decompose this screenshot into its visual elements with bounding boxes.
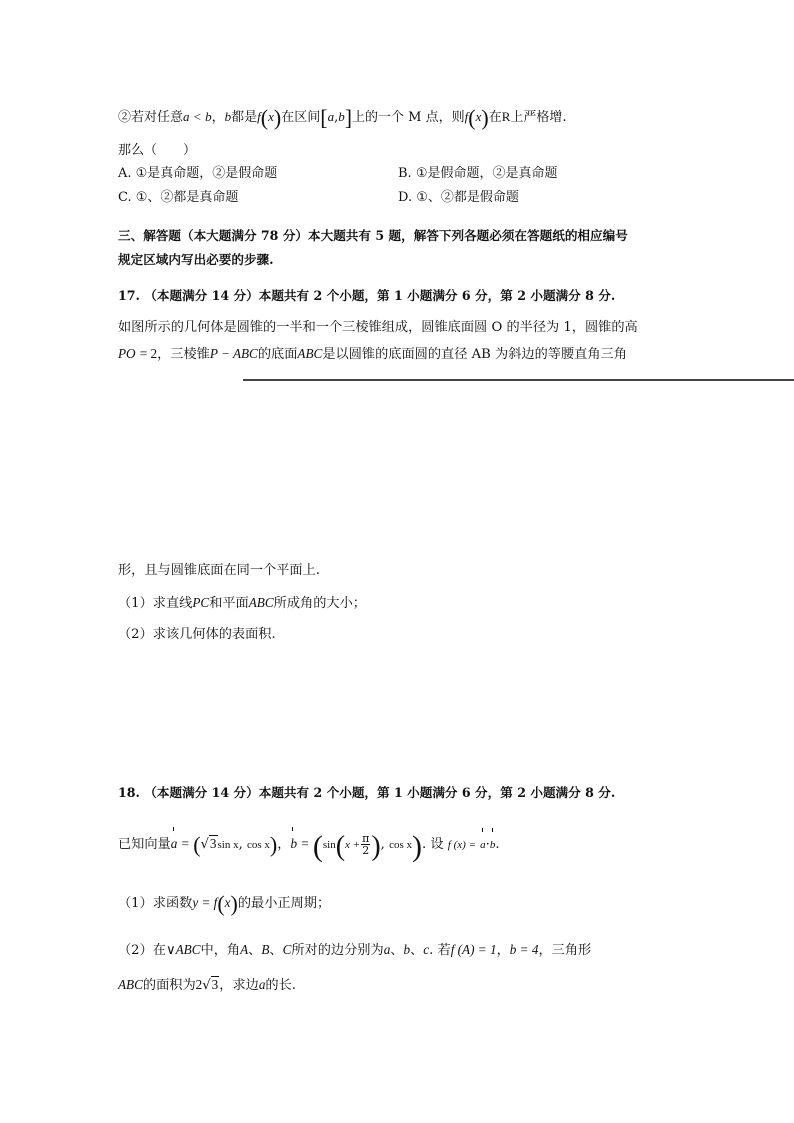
text: 所成角的大小；: [273, 596, 366, 611]
math-x: x: [224, 895, 231, 910]
section3-title-line1: 三、解答题（本大题满分 78 分）本大题共有 5 题，解答下列各题必须在答题纸的相应编号: [118, 228, 628, 243]
math-dot: ·: [485, 837, 490, 852]
sqrt-3: 3: [209, 836, 217, 851]
q17-header: 17. （本题满分 14 分）本题共有 2 个小题，第 1 小题满分 6 分，第 2 小题满分 8 分.: [118, 288, 616, 303]
text: 的底面: [257, 347, 298, 362]
math-P-ABC: P − ABC: [209, 346, 258, 361]
math-ABC: ABC: [248, 595, 274, 610]
vector-b: b: [490, 833, 496, 857]
math-triangle: ∨ABC: [165, 942, 201, 957]
text: 中，角: [200, 943, 241, 958]
text: 的长.: [265, 978, 296, 993]
math-PO: PO: [118, 346, 136, 361]
math-eq: = 2: [139, 346, 158, 361]
horizontal-divider: [243, 379, 794, 381]
text: ，三棱锥: [157, 347, 210, 362]
math-x-plus: x +: [345, 839, 361, 851]
text: 的面积为: [142, 978, 196, 993]
math-a: a: [258, 977, 266, 992]
q17-line3: 形，且与圆锥底面在同一个平面上.: [118, 563, 321, 578]
option-b: B. ①是假命题，②是真命题: [398, 166, 558, 181]
text: （2）在: [118, 943, 166, 958]
text: 已知向量: [118, 837, 171, 852]
math-sinx: sin x: [217, 839, 239, 851]
math-cosx: cos x: [247, 839, 270, 851]
text: ②若对任意: [118, 110, 184, 125]
text: 的最小正周期；: [237, 896, 331, 911]
numerator: π: [362, 832, 370, 845]
math-b4: b = 4: [509, 942, 539, 957]
text: 上的一个 M 点，则: [352, 110, 465, 125]
q17-line1: 如图所示的几何体是圆锥的一半和一个三棱锥组成，圆锥底面圆 O 的半径为 1，圆锥的高: [118, 320, 638, 335]
q18-part2: （2）在∨ABC中，角A、B、C所对的边分别为a、b、c. 若f (A) = 1，b = 4，三角形: [118, 942, 592, 958]
section3-title-line2: 规定区域内写出必要的步骤.: [118, 252, 274, 267]
math-a: a: [383, 942, 391, 957]
text: 在区间: [281, 110, 321, 125]
vector-b: b: [290, 832, 297, 856]
q17-part2: （2）求该几何体的表面积.: [118, 627, 276, 642]
math-b: b: [224, 109, 232, 124]
math-y-eq-f: y = f: [192, 895, 218, 910]
text: （1）求函数: [118, 896, 193, 911]
denominator: 2: [362, 844, 370, 857]
math-lt: <: [193, 109, 201, 124]
math-C: C: [282, 942, 292, 957]
text: 都是: [231, 110, 258, 125]
math-R: R: [501, 109, 511, 124]
option-d: D. ①、②都是假命题: [398, 190, 519, 205]
math-cosx: cos x: [389, 839, 412, 851]
math-a: a: [327, 109, 335, 124]
text: ，求边: [219, 978, 259, 993]
text: 和平面: [209, 596, 249, 611]
text: 所对的边分别为: [291, 943, 384, 958]
text: 若: [437, 943, 451, 958]
math-c: c: [423, 942, 430, 957]
sqrt-3: 3: [211, 977, 219, 992]
q16-ask: 那么（ ）: [118, 143, 197, 158]
math-B: B: [261, 942, 270, 957]
math-PC: PC: [192, 595, 210, 610]
text: ，三角形: [538, 943, 592, 958]
q17-line2: [118, 345, 627, 364]
q18-part2-line2: ABC的面积为2√3，求边a的长.: [118, 977, 296, 993]
math-b: b: [338, 109, 345, 124]
q17-part1: [118, 594, 366, 613]
area-coef: 2: [195, 977, 203, 992]
q18-part1: （1）求函数y = f(x)的最小正周期；: [118, 891, 331, 916]
text: 在: [488, 110, 502, 125]
text: （1）求直线: [118, 596, 193, 611]
math-ABC: ABC: [297, 346, 323, 361]
text: 设: [430, 837, 444, 852]
math-f: f: [257, 109, 261, 124]
math-A: A: [240, 942, 249, 957]
q18-given: 已知向量a = (√3sin x, cos x)，b = (sin(x + $\frac{\pi}{2}$ ), cos x). 设 f (x) = a·b.: [118, 830, 500, 863]
vector-a: a: [480, 833, 486, 857]
math-a: a: [183, 109, 190, 124]
q16-item2: ②若对任意a < b，b都是f(x)在区间[a,b]上的一个 M 点，则f(x)在R上严格增.: [118, 105, 567, 130]
option-a: A. ①是真命题，②是假命题: [118, 166, 278, 181]
math-f: f: [464, 109, 469, 124]
math-fx: f (x) =: [447, 839, 476, 851]
math-fA: f (A) = 1: [450, 942, 497, 957]
math-sin: sin: [322, 839, 336, 851]
option-c: C. ①、②都是真命题: [118, 190, 239, 205]
text: 上严格增.: [510, 110, 567, 125]
math-ABC: ABC: [118, 977, 143, 992]
q18-header: 18. （本题满分 14 分）本题共有 2 个小题，第 1 小题满分 6 分，第 2 小题满分 8 分.: [118, 785, 616, 800]
math-x: x: [268, 109, 274, 124]
math-x: x: [475, 109, 482, 124]
math-eq: =: [181, 836, 189, 851]
vector-a: a: [171, 832, 178, 856]
math-b: b: [205, 109, 212, 124]
fraction-pi-over-2: [361, 833, 370, 856]
text: 是以圆锥的底面圆的直径 AB 为斜边的等腰直角三角: [322, 347, 627, 362]
math-b: b: [403, 942, 411, 957]
text: ，: [211, 110, 225, 125]
text: ，: [277, 837, 291, 852]
math-eq: =: [301, 836, 309, 851]
